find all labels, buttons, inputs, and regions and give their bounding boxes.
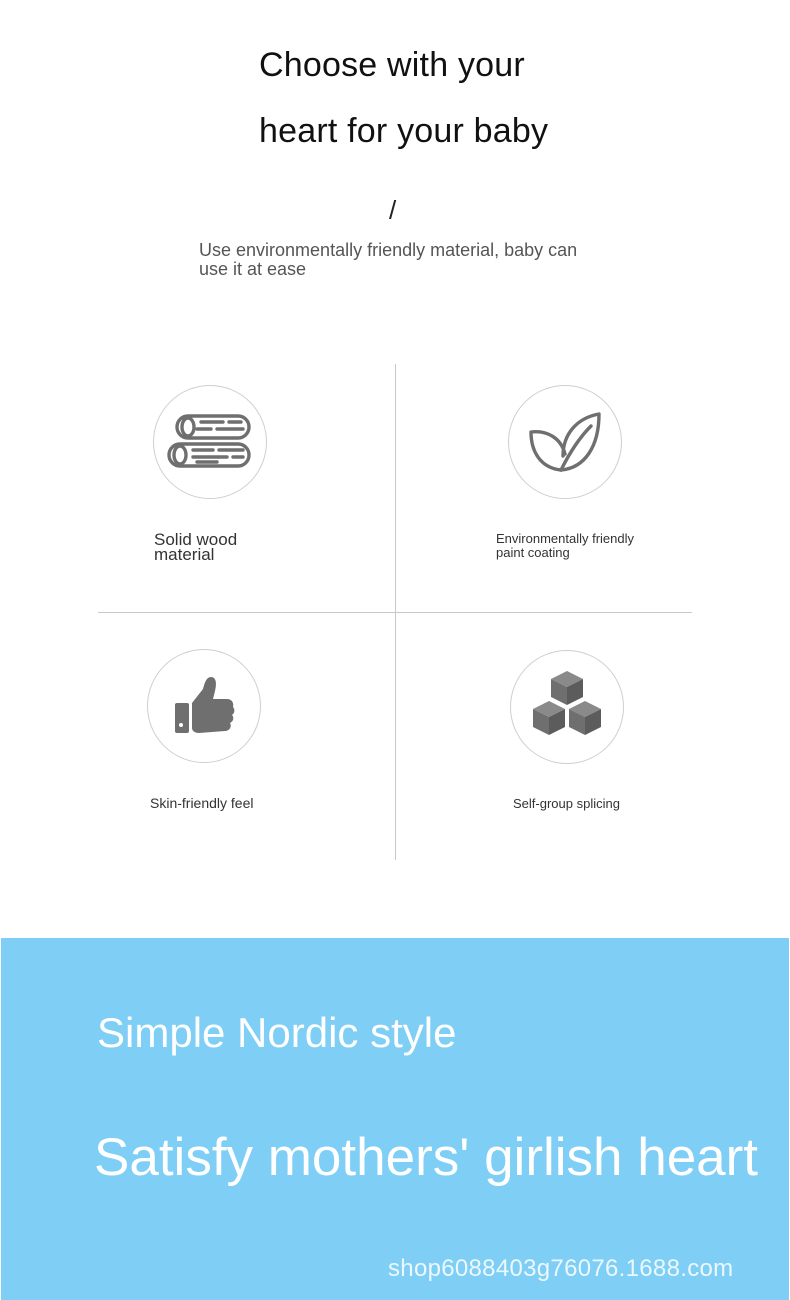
feature-icon-circle-skin: [147, 649, 261, 763]
banner-title: Simple Nordic style: [97, 1009, 457, 1056]
feature-label-skin-friendly: Skin-friendly feel: [150, 795, 254, 811]
page-title-line-1: Choose with your: [259, 46, 525, 84]
cubes-icon: [527, 669, 607, 745]
feature-label-paint-coating: Environmentally friendly paint coating: [496, 531, 635, 560]
feature-label-solid-wood: Solid wood material: [154, 530, 238, 564]
feature-icon-circle-splicing: [510, 650, 624, 764]
feature-label-self-group-splicing: Self-group splicing: [513, 796, 620, 811]
feature-grid-horizontal-divider: [98, 612, 692, 613]
wood-logs-icon: [167, 412, 253, 472]
promo-banner: [1, 938, 789, 1300]
banner-heading: Satisfy mothers' girlish heart: [94, 1128, 759, 1187]
feature-icon-circle-wood: [153, 385, 267, 499]
shop-watermark: shop6088403g76076.1688.com: [388, 1255, 734, 1282]
page-title-line-2: heart for your baby: [259, 112, 549, 150]
leaf-icon: [527, 410, 603, 474]
thumbs-up-icon: [171, 673, 237, 739]
title-separator: /: [389, 195, 397, 225]
page-subtitle: Use environmentally friendly material, baby can use it at ease: [199, 240, 578, 279]
feature-icon-circle-paint: [508, 385, 622, 499]
